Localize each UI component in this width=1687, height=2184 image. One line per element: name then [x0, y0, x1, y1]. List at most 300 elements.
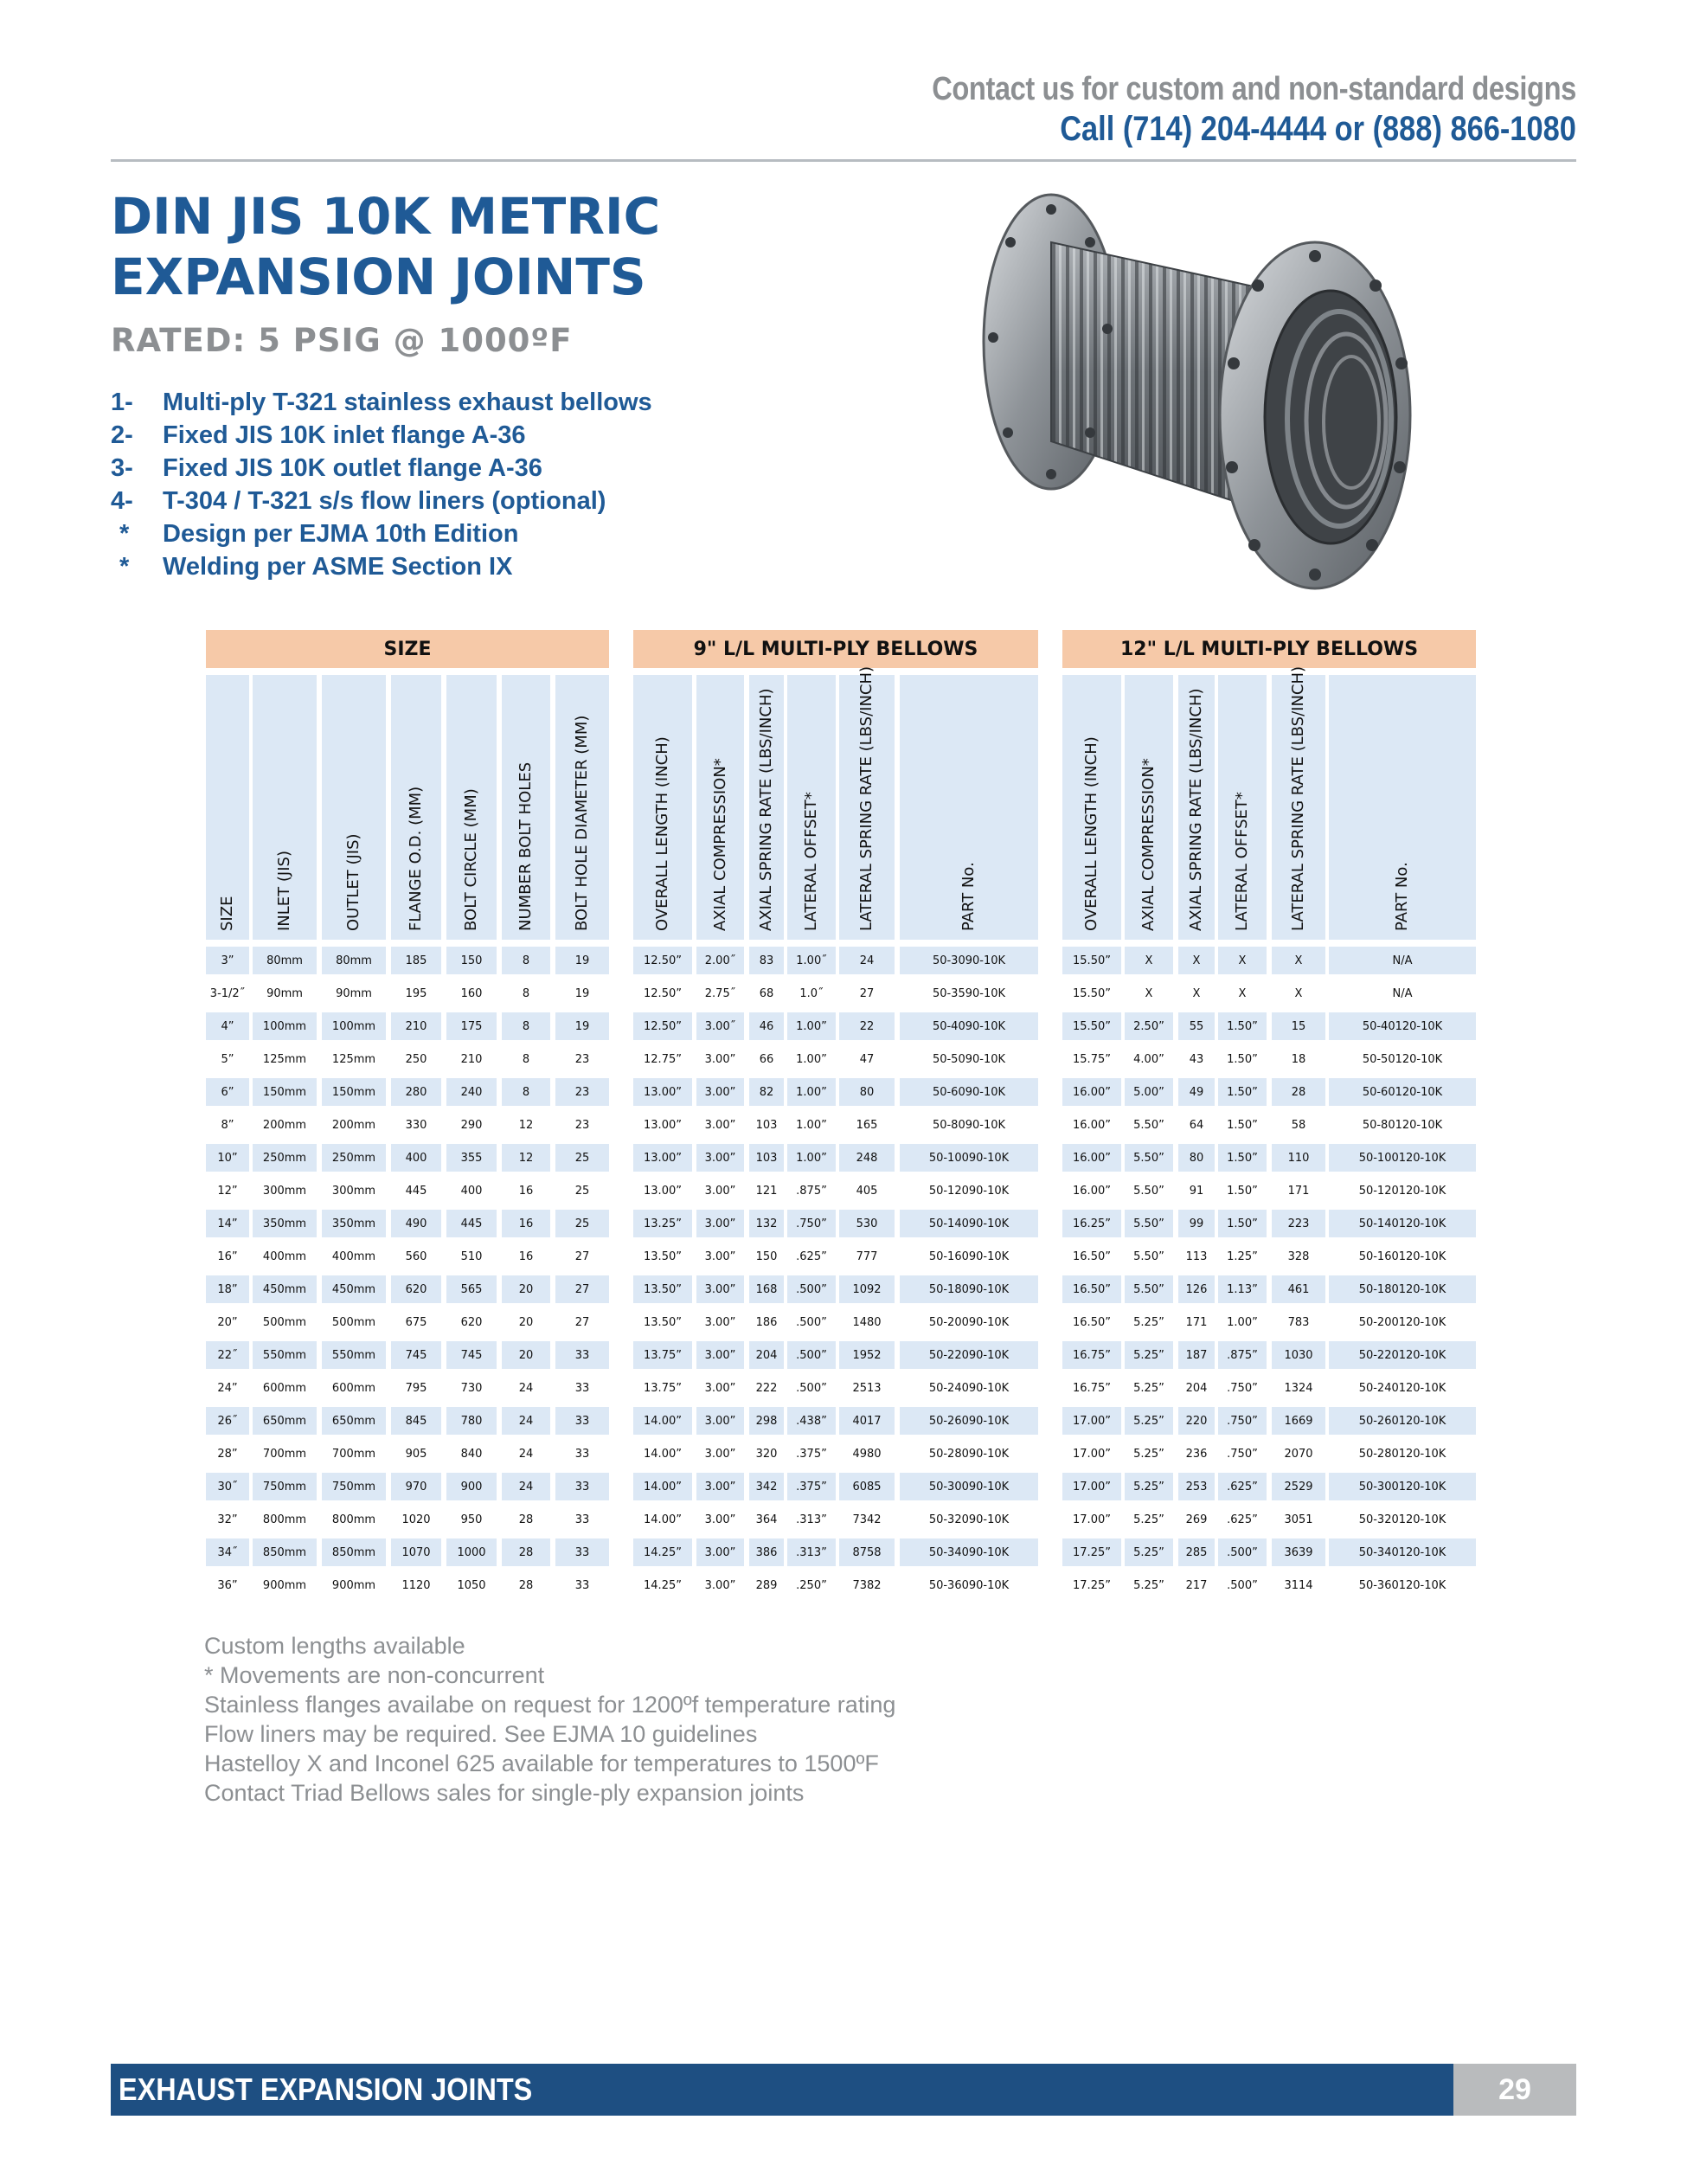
- table-cell: 28: [502, 1538, 550, 1566]
- table-cell: 18: [1291, 1052, 1306, 1066]
- table-cell: 50-12090-10K: [928, 1184, 1010, 1198]
- table-cell: 17.00”: [1073, 1513, 1111, 1526]
- table-cell: X: [1294, 986, 1303, 1000]
- table-cell: 25: [555, 1144, 609, 1172]
- footer-bar: [111, 2064, 1453, 2116]
- column-header-label: LATERAL SPRING RATE (LBS/INCH): [1289, 665, 1307, 931]
- feature-text: Fixed JIS 10K outlet flange A-36: [163, 454, 542, 482]
- column-header: [391, 675, 441, 940]
- table-cell: 50-340120-10K: [1329, 1538, 1476, 1566]
- table-cell: 20: [502, 1275, 550, 1303]
- column-header: [502, 675, 550, 940]
- table-cell: 1120: [401, 1578, 431, 1592]
- table-cell: 253: [1178, 1473, 1215, 1500]
- column-header-label: LATERAL SPRING RATE (LBS/INCH): [857, 665, 876, 931]
- table-cell: 1.50”: [1227, 1118, 1258, 1132]
- table-cell: 150mm: [322, 1078, 386, 1106]
- page-number-box: [1453, 2064, 1576, 2116]
- table-cell: N/A: [1392, 986, 1413, 1000]
- table-cell: 68: [759, 986, 774, 1000]
- table-cell: 18”: [206, 1275, 249, 1303]
- table-cell: 5.25”: [1125, 1341, 1173, 1369]
- table-cell: 730: [460, 1381, 483, 1395]
- table-cell: 28: [518, 1578, 534, 1592]
- table-cell: 125mm: [331, 1052, 376, 1066]
- table-cell: 13.00”: [644, 1118, 682, 1132]
- feature-text: T-304 / T-321 s/s flow liners (optional): [163, 487, 606, 515]
- table-cell: 850mm: [253, 1538, 317, 1566]
- table-cell: 1.00”: [787, 1012, 836, 1040]
- table-cell: 50-14090-10K: [900, 1210, 1038, 1237]
- table-cell: 840: [460, 1447, 483, 1461]
- table-cell: 355: [446, 1144, 497, 1172]
- table-cell: 400: [460, 1184, 483, 1198]
- table-cell: 66: [759, 1052, 774, 1066]
- table-cell: 24: [839, 947, 895, 974]
- table-cell: 28: [518, 1513, 534, 1526]
- table-cell: 16”: [217, 1249, 238, 1263]
- column-header: [1272, 665, 1325, 940]
- table-cell: 24”: [217, 1381, 238, 1395]
- table-cell: 30˝: [206, 1473, 249, 1500]
- table-cell: 17.00”: [1073, 1447, 1111, 1461]
- table-cell: 1.0˝: [799, 986, 824, 1000]
- table-cell: 530: [839, 1210, 895, 1237]
- table-cell: 700mm: [331, 1447, 376, 1461]
- table-cell: 14.25”: [633, 1538, 692, 1566]
- table-cell: 5”: [221, 1052, 234, 1066]
- table-cell: 13.75”: [644, 1381, 682, 1395]
- table-cell: .500”: [1218, 1538, 1267, 1566]
- column-header-label: PART No.: [959, 862, 978, 931]
- table-cell: 1050: [457, 1578, 486, 1592]
- table-cell: 1.50”: [1227, 1184, 1258, 1198]
- table-cell: 620: [391, 1275, 441, 1303]
- table-cell: 27: [859, 986, 875, 1000]
- feature-number: 1-: [111, 389, 133, 416]
- table-cell: 27: [574, 1315, 590, 1329]
- table-cell: 12”: [217, 1184, 238, 1198]
- table-cell: .750”: [1218, 1407, 1267, 1435]
- table-cell: 82: [749, 1078, 784, 1106]
- table-cell: 99: [1178, 1210, 1215, 1237]
- table-cell: 3.00”: [704, 1118, 736, 1132]
- contact-line: Contact us for custom and non-standard designs: [932, 71, 1576, 107]
- table-cell: 80: [1178, 1144, 1215, 1172]
- table-cell: 745: [446, 1341, 497, 1369]
- table-cell: 1.00”: [787, 1144, 836, 1172]
- table-cell: 3.00”: [696, 1144, 744, 1172]
- table-cell: 24: [502, 1407, 550, 1435]
- page-number: 29: [1498, 2072, 1531, 2106]
- table-cell: 50-50120-10K: [1362, 1052, 1443, 1066]
- table-cell: 33: [555, 1407, 609, 1435]
- table-cell: 50-3090-10K: [900, 947, 1038, 974]
- table-cell: 6”: [206, 1078, 249, 1106]
- table-cell: 50-20090-10K: [928, 1315, 1010, 1329]
- table-cell: 8: [522, 986, 530, 1000]
- table-cell: 400: [391, 1144, 441, 1172]
- note-line: Contact Triad Bellows sales for single-ply expansion joints: [204, 1780, 805, 1806]
- table-cell: 5.50”: [1133, 1249, 1164, 1263]
- table-cell: 16.00”: [1062, 1078, 1121, 1106]
- table-cell: 3.00”: [696, 1275, 744, 1303]
- table-cell: 13.75”: [633, 1341, 692, 1369]
- table-cell: 330: [405, 1118, 427, 1132]
- table-cell: .500”: [787, 1275, 836, 1303]
- table-cell: 386: [749, 1538, 784, 1566]
- table-cell: 280: [391, 1078, 441, 1106]
- table-cell: 3639: [1272, 1538, 1325, 1566]
- table-cell: 17.00”: [1062, 1407, 1121, 1435]
- table-cell: 50-60120-10K: [1329, 1078, 1476, 1106]
- column-header-label: OVERALL LENGTH (INCH): [1082, 736, 1100, 931]
- table-cell: 17.00”: [1062, 1473, 1121, 1500]
- feature-number: 2-: [111, 421, 133, 449]
- table-cell: 22˝: [206, 1341, 249, 1369]
- table-cell: 3114: [1284, 1578, 1313, 1592]
- table-cell: 50-36090-10K: [928, 1578, 1010, 1592]
- table-cell: 165: [856, 1118, 878, 1132]
- table-cell: 58: [1291, 1118, 1306, 1132]
- table-cell: 83: [749, 947, 784, 974]
- rating-subtitle: RATED: 5 PSIG @ 1000ºF: [111, 322, 573, 359]
- table-cell: 6085: [839, 1473, 895, 1500]
- table-cell: 14.25”: [644, 1578, 682, 1592]
- table-cell: X: [1125, 947, 1173, 974]
- table-cell: 16: [502, 1210, 550, 1237]
- column-header: [1178, 675, 1215, 940]
- table-cell: .500”: [1227, 1578, 1258, 1592]
- table-cell: .875”: [796, 1184, 827, 1198]
- table-cell: 5.50”: [1133, 1184, 1164, 1198]
- feature-text: Welding per ASME Section IX: [163, 553, 513, 581]
- table-cell: .375”: [787, 1473, 836, 1500]
- table-cell: 12.50”: [633, 947, 692, 974]
- table-cell: 3051: [1284, 1513, 1313, 1526]
- table-cell: 3.00”: [704, 1447, 736, 1461]
- table-cell: .375”: [796, 1447, 827, 1461]
- table-cell: 19: [574, 986, 590, 1000]
- table-cell: 13.00”: [633, 1078, 692, 1106]
- table-cell: 461: [1272, 1275, 1325, 1303]
- table-cell: 5.25”: [1125, 1407, 1173, 1435]
- table-cell: 1092: [839, 1275, 895, 1303]
- table-cell: 195: [405, 986, 427, 1000]
- table-cell: 7382: [852, 1578, 882, 1592]
- table-cell: 7342: [852, 1513, 882, 1526]
- table-cell: 2070: [1284, 1447, 1313, 1461]
- table-cell: 1324: [1284, 1381, 1313, 1395]
- table-cell: 1.00”: [796, 1052, 827, 1066]
- table-cell: 50-4090-10K: [900, 1012, 1038, 1040]
- table-cell: 50-26090-10K: [900, 1407, 1038, 1435]
- table-cell: 90mm: [266, 986, 303, 1000]
- table-cell: 50-3590-10K: [932, 986, 1006, 1000]
- note-line: Custom lengths available: [204, 1633, 465, 1659]
- table-cell: 50-34090-10K: [900, 1538, 1038, 1566]
- table-cell: 850mm: [322, 1538, 386, 1566]
- table-cell: 24: [518, 1381, 534, 1395]
- table-cell: 23: [574, 1118, 590, 1132]
- table-cell: 90mm: [336, 986, 372, 1000]
- table-cell: 50-280120-10K: [1358, 1447, 1446, 1461]
- table-cell: 970: [391, 1473, 441, 1500]
- table-cell: 500mm: [331, 1315, 376, 1329]
- table-cell: 5.25”: [1133, 1578, 1164, 1592]
- table-cell: 5.25”: [1125, 1538, 1173, 1566]
- table-cell: 750mm: [253, 1473, 317, 1500]
- table-cell: .750”: [787, 1210, 836, 1237]
- table-cell: 33: [574, 1513, 590, 1526]
- table-cell: 4017: [839, 1407, 895, 1435]
- table-cell: 342: [749, 1473, 784, 1500]
- table-cell: 1.50”: [1227, 1052, 1258, 1066]
- note-line: Stainless flanges availabe on request for 1200ºf temperature rating: [204, 1692, 896, 1718]
- title-line-2: EXPANSION JOINTS: [111, 247, 646, 306]
- table-cell: 16.50”: [1062, 1275, 1121, 1303]
- table-cell: 3.00”: [704, 1315, 736, 1329]
- table-cell: 171: [1287, 1184, 1310, 1198]
- table-cell: 222: [755, 1381, 778, 1395]
- table-cell: 150: [755, 1249, 778, 1263]
- table-cell: 328: [1287, 1249, 1310, 1263]
- table-cell: 126: [1178, 1275, 1215, 1303]
- table-cell: 4980: [852, 1447, 882, 1461]
- table-cell: 1030: [1272, 1341, 1325, 1369]
- table-cell: 1.00”: [787, 1078, 836, 1106]
- column-header: [555, 675, 609, 940]
- table-cell: 55: [1178, 1012, 1215, 1040]
- table-cell: 565: [446, 1275, 497, 1303]
- table-cell: 13.50”: [633, 1275, 692, 1303]
- table-cell: 5.25”: [1125, 1473, 1173, 1500]
- table-cell: 210: [391, 1012, 441, 1040]
- table-cell: 46: [749, 1012, 784, 1040]
- column-header-label: LATERAL OFFSET*: [1233, 792, 1251, 931]
- table-cell: .625”: [1218, 1473, 1267, 1500]
- table-cell: 27: [555, 1275, 609, 1303]
- table-cell: 160: [460, 986, 483, 1000]
- column-header: [1125, 675, 1173, 940]
- table-cell: 125mm: [262, 1052, 307, 1066]
- table-cell: 300mm: [262, 1184, 307, 1198]
- table-cell: 5.50”: [1125, 1144, 1173, 1172]
- table-cell: 100mm: [322, 1012, 386, 1040]
- table-cell: 121: [755, 1184, 778, 1198]
- table-cell: 24: [518, 1447, 534, 1461]
- table-cell: 220: [1178, 1407, 1215, 1435]
- table-cell: 800mm: [262, 1513, 307, 1526]
- table-cell: .750”: [1227, 1447, 1258, 1461]
- table-cell: 50-24090-10K: [928, 1381, 1010, 1395]
- table-cell: 3.00”: [704, 1184, 736, 1198]
- table-cell: 1.50”: [1218, 1012, 1267, 1040]
- column-header-label: BOLT HOLE DIAMETER (MM): [573, 715, 591, 931]
- table-cell: 49: [1178, 1078, 1215, 1106]
- table-cell: X: [1272, 947, 1325, 974]
- feature-number: 4-: [111, 487, 133, 515]
- table-cell: 13.50”: [644, 1315, 682, 1329]
- table-cell: 777: [856, 1249, 878, 1263]
- table-cell: 5.00”: [1125, 1078, 1173, 1106]
- table-cell: 2513: [852, 1381, 882, 1395]
- table-cell: 650mm: [253, 1407, 317, 1435]
- table-cell: 50-360120-10K: [1358, 1578, 1446, 1592]
- table-cell: 50-40120-10K: [1329, 1012, 1476, 1040]
- table-cell: 50-10090-10K: [900, 1144, 1038, 1172]
- table-cell: 4”: [206, 1012, 249, 1040]
- column-header-label: PART No.: [1393, 862, 1411, 931]
- note-line: * Movements are non-concurrent: [204, 1662, 545, 1688]
- table-cell: 16.50”: [1073, 1315, 1111, 1329]
- table-cell: .250”: [796, 1578, 827, 1592]
- table-cell: 33: [574, 1447, 590, 1461]
- table-cell: 5.25”: [1133, 1513, 1164, 1526]
- column-header: [1218, 675, 1267, 940]
- table-cell: 1952: [839, 1341, 895, 1369]
- table-cell: 33: [574, 1578, 590, 1592]
- table-cell: 36”: [217, 1578, 238, 1592]
- table-cell: 14.00”: [633, 1473, 692, 1500]
- table-cell: 200mm: [262, 1118, 307, 1132]
- notes-block: [204, 1631, 895, 1808]
- table-cell: 364: [755, 1513, 778, 1526]
- table-cell: 50-5090-10K: [932, 1052, 1006, 1066]
- table-cell: 150: [446, 947, 497, 974]
- table-cell: 19: [555, 947, 609, 974]
- table-cell: .313”: [787, 1538, 836, 1566]
- table-cell: 50-240120-10K: [1358, 1381, 1446, 1395]
- table-cell: .625”: [796, 1249, 827, 1263]
- group-header: 12" L/L MULTI-PLY BELLOWS: [1062, 630, 1476, 668]
- table-cell: 50-140120-10K: [1329, 1210, 1476, 1237]
- column-header-label: AXIAL SPRING RATE (LBS/INCH): [1187, 688, 1205, 931]
- table-cell: 1070: [391, 1538, 441, 1566]
- table-cell: 100mm: [253, 1012, 317, 1040]
- table-cell: 240: [446, 1078, 497, 1106]
- table-cell: 600mm: [331, 1381, 376, 1395]
- table-cell: 32”: [217, 1513, 238, 1526]
- table-cell: 33: [555, 1341, 609, 1369]
- page-title: [111, 186, 660, 307]
- table-cell: 1.00”: [796, 1118, 827, 1132]
- table-cell: 50-200120-10K: [1358, 1315, 1446, 1329]
- table-cell: .625”: [1227, 1513, 1258, 1526]
- table-cell: 50-8090-10K: [932, 1118, 1006, 1132]
- table-cell: 500mm: [262, 1315, 307, 1329]
- feature-item: [111, 452, 652, 485]
- feature-item: [111, 419, 652, 452]
- table-cell: 3.00”: [704, 1052, 736, 1066]
- table-cell: 16.50”: [1073, 1249, 1111, 1263]
- table-cell: 285: [1178, 1538, 1215, 1566]
- table-cell: 204: [1185, 1381, 1208, 1395]
- table-cell: 1.50”: [1218, 1144, 1267, 1172]
- table-cell: 3.00”: [696, 1538, 744, 1566]
- table-cell: 13.00”: [633, 1144, 692, 1172]
- table-cell: 185: [391, 947, 441, 974]
- table-cell: 16.75”: [1062, 1341, 1121, 1369]
- table-cell: 187: [1178, 1341, 1215, 1369]
- table-cell: 47: [859, 1052, 875, 1066]
- column-header: [839, 665, 895, 940]
- table-cell: 217: [1185, 1578, 1208, 1592]
- table-cell: 15.50”: [1073, 986, 1111, 1000]
- table-cell: 16.75”: [1073, 1381, 1111, 1395]
- table-cell: 210: [460, 1052, 483, 1066]
- table-cell: 3.00˝: [696, 1012, 744, 1040]
- table-cell: 24: [502, 1473, 550, 1500]
- table-cell: 250mm: [253, 1144, 317, 1172]
- table-cell: 15: [1272, 1012, 1325, 1040]
- table-cell: 50-300120-10K: [1329, 1473, 1476, 1500]
- table-cell: 3.00”: [696, 1473, 744, 1500]
- column-header: [787, 675, 836, 940]
- column-header: [696, 675, 744, 940]
- table-cell: 780: [446, 1407, 497, 1435]
- table-cell: 14.00”: [633, 1407, 692, 1435]
- column-header-label: NUMBER BOLT HOLES: [516, 761, 535, 931]
- column-header: [633, 675, 692, 940]
- table-cell: 2529: [1272, 1473, 1325, 1500]
- table-cell: 900mm: [331, 1578, 376, 1592]
- table-cell: 5.25”: [1133, 1447, 1164, 1461]
- table-cell: 8: [502, 1078, 550, 1106]
- table-cell: 289: [755, 1578, 778, 1592]
- table-cell: 13.50”: [644, 1249, 682, 1263]
- column-header: [900, 675, 1038, 940]
- feature-text: Multi-ply T-321 stainless exhaust bellows: [163, 389, 652, 416]
- table-cell: 13.25”: [633, 1210, 692, 1237]
- column-header-label: BOLT CIRCLE (MM): [462, 788, 480, 931]
- table-cell: .500”: [796, 1315, 827, 1329]
- table-cell: 14.00”: [644, 1513, 682, 1526]
- table-cell: 8: [502, 1012, 550, 1040]
- table-cell: 113: [1185, 1249, 1208, 1263]
- table-cell: 560: [405, 1249, 427, 1263]
- table-cell: 250: [405, 1052, 427, 1066]
- table-cell: 2.00˝: [696, 947, 744, 974]
- expansion-joint-image: [969, 182, 1505, 606]
- phone-line[interactable]: Call (714) 204-4444 or (888) 866-1080: [1060, 110, 1576, 148]
- column-header: [206, 675, 249, 940]
- table-cell: 248: [839, 1144, 895, 1172]
- table-cell: 3.00”: [704, 1578, 736, 1592]
- column-header-label: AXIAL COMPRESSION*: [710, 758, 729, 931]
- table-cell: 33: [574, 1381, 590, 1395]
- table-cell: 1480: [852, 1315, 882, 1329]
- table-cell: 186: [755, 1315, 778, 1329]
- table-cell: 320: [755, 1447, 778, 1461]
- table-cell: 16.00”: [1062, 1144, 1121, 1172]
- table-cell: 50-180120-10K: [1329, 1275, 1476, 1303]
- table-cell: .875”: [1218, 1341, 1267, 1369]
- table-cell: 250mm: [322, 1144, 386, 1172]
- table-cell: 10”: [206, 1144, 249, 1172]
- contact-block: [827, 71, 1576, 149]
- table-cell: 450mm: [253, 1275, 317, 1303]
- table-cell: 15.50”: [1062, 1012, 1121, 1040]
- table-cell: 700mm: [262, 1447, 307, 1461]
- group-header: 9" L/L MULTI-PLY BELLOWS: [633, 630, 1038, 668]
- feature-item: [111, 550, 652, 583]
- table-cell: X: [1145, 986, 1153, 1000]
- table-cell: 20: [518, 1315, 534, 1329]
- table-cell: 290: [460, 1118, 483, 1132]
- table-cell: 1.50”: [1218, 1210, 1267, 1237]
- table-cell: 43: [1189, 1052, 1204, 1066]
